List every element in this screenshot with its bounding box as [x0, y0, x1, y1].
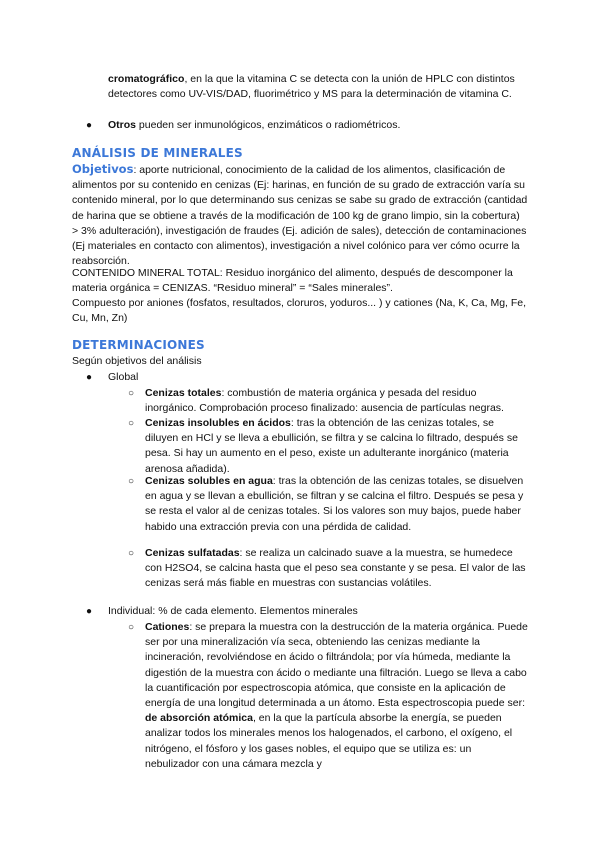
bullet-icon: ● [86, 372, 93, 383]
item-text: : combustión de materia orgánica y pesada del residuo inorgánico. Comprobación proceso finalizado: ausencia de partículas negras. [145, 387, 504, 415]
list-item-cationes [128, 620, 528, 772]
circle-bullet-icon: ○ [128, 548, 135, 559]
item-text: : se prepara la muestra con la destrucción de la materia orgánica. Puede ser por una mineralización vía seca, obteniendo las cenizas mediante la incineración, revolviéndose en ácido o filtrándola; por vía húmeda, mediante la digestión de la muestra con ácido o mediante una filtración. Luego se lleva a cabo la cuantificación por espectroscopia atómica, que consiste en la aplicación de energía de una longitud determinada a un átomo. Esta espectroscopia puede ser: [145, 621, 528, 710]
circle-bullet-icon: ○ [128, 388, 135, 399]
list-item [128, 474, 528, 535]
continuation-paragraph [108, 72, 528, 102]
bold-term: Cenizas sulfatadas [145, 547, 240, 559]
bullet-global [86, 370, 528, 385]
determinaciones-intro: Según objetivos del análisis [72, 355, 202, 367]
bullet-icon: ● [86, 120, 93, 131]
item-text: , en la que la partícula absorbe la energía, se pueden analizar todos los minerales menos los halogenados, el carbono, el oxígeno, el nitrógeno, el fósforo y los gases nobles, el equipo que se utiliza es: un nebulizador con una cámara mezcla y [145, 712, 513, 770]
bold-term: Otros [108, 119, 137, 131]
list-item [128, 416, 528, 477]
bullet-individual [86, 604, 528, 619]
section-heading-minerales: ANÁLISIS DE MINERALES [72, 146, 243, 160]
bullet-icon: ● [86, 606, 93, 617]
bold-term: Cenizas insolubles en ácidos [145, 417, 291, 429]
contenido-paragraph: CONTENIDO MINERAL TOTAL: Residuo inorgánico del alimento, después de descomponer la materia orgánica = CENIZAS. “Residuo mineral” = “Sales minerales”. [72, 267, 513, 295]
paragraph-text: , en la que la vitamina C se detecta con la unión de HPLC con distintos detectores como UV-VIS/DAD, fluorimétrico y MS para la determinación de vitamina C. [108, 73, 515, 101]
item-text: : tras la obtención de las cenizas totales, se disuelven en agua y se llevan a ebullición, se filtran y se calcina el filtro. Después se pesa y se resta el valor al de cenizas totales. Si los valores son muy bajos, puede haber habido una extracción previa con una pérdida de calidad. [145, 475, 524, 533]
list-item [128, 386, 528, 416]
objetivos-paragraph [72, 162, 528, 269]
bold-term: cromatográfico [108, 73, 185, 85]
bold-term: Cenizas solubles en agua [145, 475, 273, 487]
paragraph-text: pueden ser inmunológicos, enzimáticos o radiométricos. [136, 119, 401, 131]
bold-term: Cationes [145, 621, 190, 633]
circle-bullet-icon: ○ [128, 622, 135, 633]
bullet-label: Global [108, 371, 139, 383]
bold-term: Cenizas totales [145, 387, 222, 399]
paragraph-text: : aporte nutricional, conocimiento de la calidad de los alimentos, clasificación de alimentos por su contenido en cenizas (Ej: harinas, en función de su grado de extracción varía su contenido mineral, por lo que determinando sus cenizas se sabe su grado de extracción (cantidad de harina que se obtiene a través de la modificación de 100 kg de grano limpio, sin la cobertura) > 3% adulteración), investigación de fraudes (Ej. adición de sales), detección de contaminaciones (Ej materiales en contacto con alimentos), investigación a nivel colónico para ver cómo ocurre la reabsorción. [72, 164, 528, 268]
bold-term: de absorción atómica [145, 712, 253, 725]
item-text: : se realiza un calcinado suave a la muestra, se humedece con H2SO4, se calcina hasta que el peso sea constante y se pesa. El valor de las cenizas será más fiable en muestras con sustancias volátiles. [145, 547, 526, 590]
compuesto-paragraph: Compuesto por aniones (fosfatos, resultados, cloruros, yoduros... ) y cationes (Na, K, Ca, Mg, Fe, Cu, Mn, Zn) [72, 297, 527, 325]
circle-bullet-icon: ○ [128, 476, 135, 487]
bullet-otros [86, 118, 528, 133]
objetivos-label: Objetivos [72, 162, 134, 176]
item-text: : tras la obtención de las cenizas totales, se diluyen en HCl y se lleva a ebullición, se filtra y se calcina lo filtrado, después se pesa. Si hay un aumento en el peso, existe un adulterante inorgánico (materia arenosa añadida). [145, 417, 518, 475]
section-heading-determinaciones: DETERMINACIONES [72, 338, 205, 352]
bullet-label: Individual: % de cada elemento. Elementos minerales [108, 605, 358, 617]
list-item [128, 546, 528, 592]
circle-bullet-icon: ○ [128, 418, 135, 429]
